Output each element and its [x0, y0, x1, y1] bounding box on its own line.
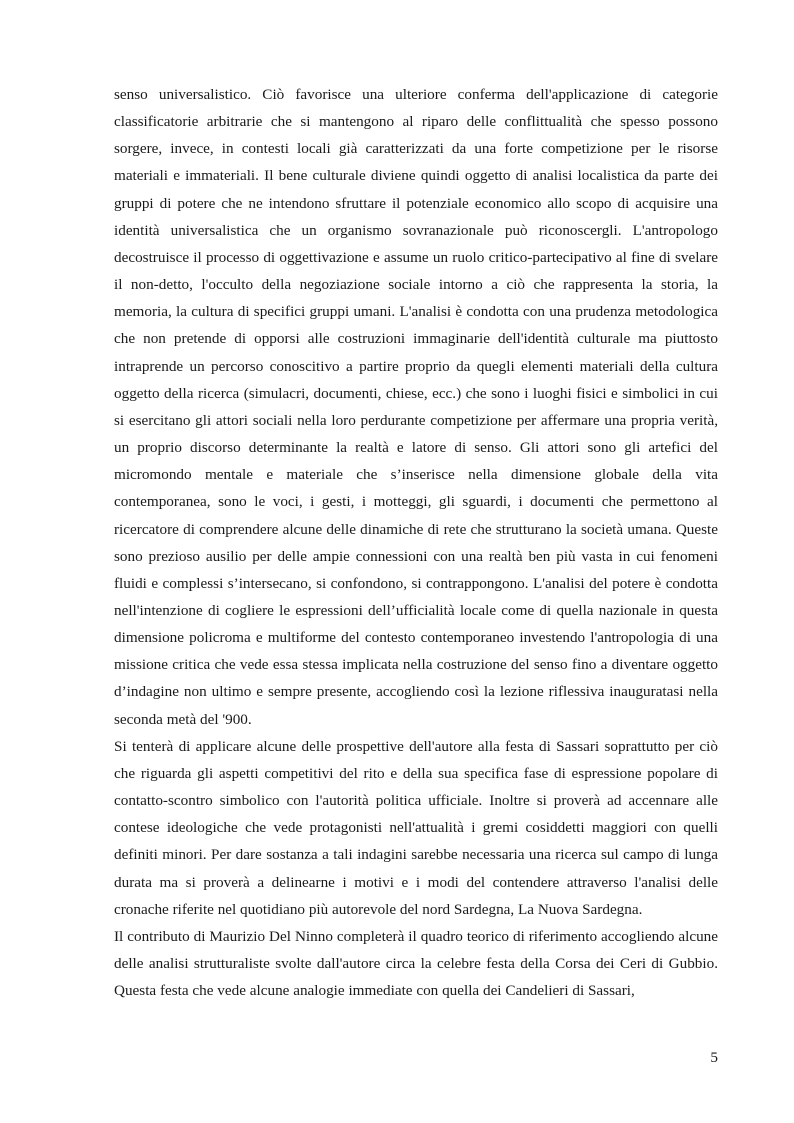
- body-text: [114, 81, 718, 1004]
- paragraph: Si tenterà di applicare alcune delle prospettive dell'autore alla festa di Sassari soprattutto per ciò che riguarda gli aspetti competitivi del rito e della sua specifica fase di espressione popolare di contatto-scontro simbolico con l'autorità politica ufficiale. Inoltre si proverà ad accennare alle contese ideologiche che vede protagonisti nell'attualità i gremi cosiddetti maggiori con quelli definiti minori. Per dare sostanza a tali indagini sarebbe necessaria una ricerca sul campo di lunga durata ma si proverà a delinearne i motivi e i modi del contendere attraverso l'analisi delle cronache riferite nel quotidiano più autorevole del nord Sardegna, La Nuova Sardegna.: [114, 737, 718, 918]
- page-number: 5: [710, 1049, 718, 1066]
- paragraph: senso universalistico. Ciò favorisce una ulteriore conferma dell'applicazione di categorie classificatorie arbitrarie che si mantengono al riparo delle conflittualità che spesso possono sorgere, invece, in contesti locali già caratterizzati da una forte competizione per le risorse materiali e immateriali. Il bene culturale diviene quindi oggetto di analisi localistica da parte dei gruppi di potere che ne intendono sfruttare il potenziale economico allo scopo di acquisire una identità universalistica che un organismo sovranazionale può riconoscergli. L'antropologo decostruisce il processo di oggettivazione e assume un ruolo critico-partecipativo al fine di svelare il non-detto, l'occulto della negoziazione sociale intorno a ciò che rappresenta la storia, la memoria, la cultura di specifici gruppi umani. L'analisi è condotta con una prudenza metodologica che non pretende di opporsi alle costruzioni immaginarie dell'identità culturale ma piuttosto intraprende un percorso conoscitivo a partire proprio da quegli elementi materiali della cultura oggetto della ricerca (simulacri, documenti, chiese, ecc.) che sono i luoghi fisici e simbolici in cui si esercitano gli attori sociali nella loro perdurante competizione per affermare una propria verità, un proprio discorso determinante la realtà e latore di senso. Gli attori sono gli artefici del micromondo mentale e materiale che s’inserisce nella dimensione globale della vita contemporanea, sono le voci, i gesti, i motteggi, gli sguardi, i documenti che permettono al ricercatore di comprendere alcune delle dinamiche di rete che strutturano la società umana. Queste sono prezioso ausilio per delle ampie connessioni con una realtà ben più vasta in cui fenomeni fluidi e complessi s’intersecano, si confondono, si contrappongono. L'analisi del potere è condotta nell'intenzione di cogliere le espressioni dell’ufficialità locale come di quella nazionale in questa dimensione policroma e multiforme del contesto contemporaneo investendo l'antropologia di una missione critica che vede essa stessa implicata nella costruzione del senso fino a diventare oggetto d’indagine non ultimo e sempre presente, accogliendo così la lezione riflessiva inauguratasi nella seconda metà del '900.: [114, 86, 718, 728]
- paragraph: Il contributo di Maurizio Del Ninno completerà il quadro teorico di riferimento accogliendo alcune delle analisi strutturaliste svolte dall'autore circa la celebre festa della Corsa dei Ceri di Gubbio. Questa festa che vede alcune analogie immediate con quella dei Candelieri di Sassari,: [114, 927, 718, 1000]
